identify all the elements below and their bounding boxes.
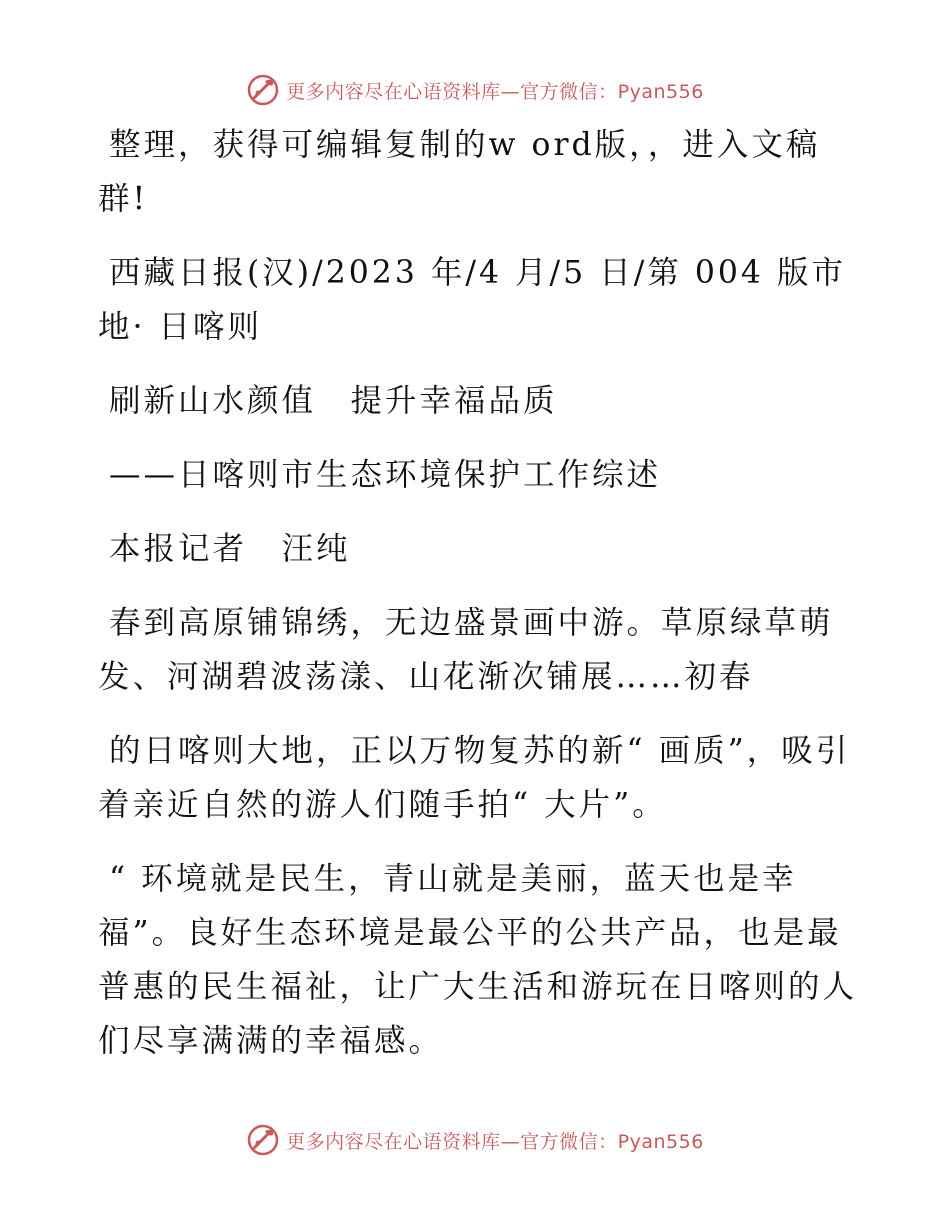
header-banner <box>0 70 950 110</box>
footer-banner-text: 更多内容尽在心语资料库—官方微信：Pyan556 <box>286 1130 704 1153</box>
quill-seal-icon <box>246 1123 280 1157</box>
article-subtitle: ——日喀则市生态环境保护工作综述 <box>109 457 662 493</box>
body-paragraph: “ 环境就是民生，青山就是美丽，蓝天也是幸福”。良好生态环境是最公平的公共产品，也是最普惠的民生福祉，让广大生活和游玩在日喀则的人们尽享满满的幸福感。 <box>98 861 858 1059</box>
header-banner-text: 更多内容尽在心语资料库—官方微信：Pyan556 <box>286 80 704 103</box>
footer-banner <box>0 1120 950 1160</box>
body-paragraph: 的日喀则大地，正以万物复苏的新“ 画质”，吸引着亲近自然的游人们随手拍“ 大片”。 <box>98 733 851 823</box>
document-body <box>98 118 858 1088</box>
source-line: 西藏日报(汉)/2023 年/4 月/5 日/第 004 版市地· 日喀则 <box>98 255 846 345</box>
intro-paragraph: 整理，获得可编辑复制的w ord版，，进入文稿群! <box>98 127 821 217</box>
byline: 本报记者 汪纯 <box>109 531 351 567</box>
body-paragraph: 春到高原铺锦绣，无边盛景画中游。草原绿草萌发、河湖碧波荡漾、山花渐次铺展……初春 <box>98 605 834 695</box>
article-title: 刷新山水颜值 提升幸福品质 <box>109 383 558 419</box>
quill-seal-icon <box>246 73 280 107</box>
